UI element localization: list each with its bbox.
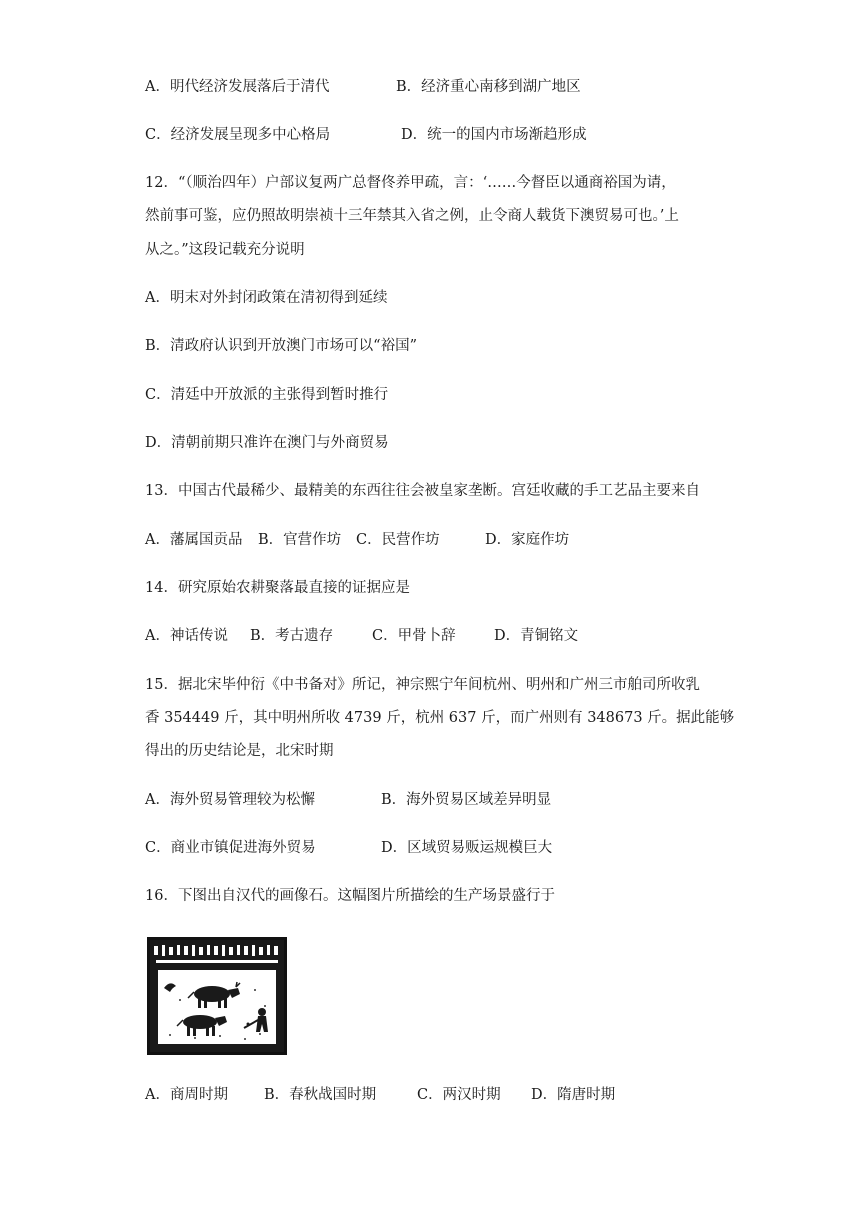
q15-option-b: B．海外贸易区域差异明显 — [381, 792, 552, 808]
q11-option-b: B．经济重心南移到湖广地区 — [396, 79, 581, 95]
q16-option-b: B．春秋战国时期 — [264, 1087, 377, 1103]
q15-stem-line-2: 香 354449 斤，其中明州所收 4739 斤，杭州 637 斤，而广州则有 348673 斤。据此能够 — [145, 710, 735, 726]
q15-stem-line-1: 15．据北宋毕仲衍《中书备对》所记，神宗熙宁年间杭州、明州和广州三市舶司所收乳 — [145, 677, 700, 693]
q12-option-b: B．清政府认识到开放澳门市场可以“裕国” — [145, 338, 417, 354]
q11-option-c: C．经济发展呈现多中心格局 — [145, 127, 331, 143]
q14-option-c: C．甲骨卜辞 — [372, 628, 456, 644]
q16-option-c: C．两汉时期 — [417, 1087, 501, 1103]
q11-option-a: A．明代经济发展落后于清代 — [145, 79, 330, 95]
q16-option-d: D．隋唐时期 — [531, 1087, 616, 1103]
q11-option-d: D．统一的国内市场渐趋形成 — [401, 127, 587, 143]
q12-option-c: C．清廷中开放派的主张得到暂时推行 — [145, 387, 389, 403]
q13-option-c: C．民营作坊 — [356, 532, 440, 548]
q14-option-d: D．青铜铭文 — [494, 628, 579, 644]
q12-stem-line-2: 然前事可鉴，应仍照故明崇祯十三年禁其入省之例，止令商人载货下澳贸易可也。’上 — [145, 208, 679, 224]
q15-stem-line-3: 得出的历史结论是，北宋时期 — [145, 743, 334, 759]
ox-plowing-relief-drawing — [150, 940, 284, 1052]
q12-option-d: D．清朝前期只准许在澳门与外商贸易 — [145, 435, 389, 451]
q14-option-a: A．神话传说 — [145, 628, 228, 644]
q13-stem: 13．中国古代最稀少、最精美的东西往往会被皇家垄断。宫廷收藏的手工艺品主要来自 — [145, 483, 700, 499]
q14-stem: 14．研究原始农耕聚落最直接的证据应是 — [145, 580, 410, 596]
q15-option-a: A．海外贸易管理较为松懈 — [145, 792, 315, 808]
q14-option-b: B．考古遗存 — [250, 628, 334, 644]
q12-stem-line-3: 从之。”这段记载充分说明 — [145, 242, 305, 258]
q12-option-a: A．明末对外封闭政策在清初得到延续 — [145, 290, 388, 306]
q13-option-b: B．官营作坊 — [258, 532, 342, 548]
q15-option-c: C．商业市镇促进海外贸易 — [145, 840, 316, 856]
q13-option-d: D．家庭作坊 — [485, 532, 570, 548]
q12-stem-line-1: 12．“（顺治四年）户部议复两广总督佟养甲疏，言：‘……今督臣以通商裕国为请， — [145, 175, 676, 191]
han-stone-relief-image — [147, 937, 287, 1055]
q16-stem: 16．下图出自汉代的画像石。这幅图片所描绘的生产场景盛行于 — [145, 888, 555, 904]
q13-option-a: A．藩属国贡品 — [145, 532, 243, 548]
q15-option-d: D．区域贸易贩运规模巨大 — [381, 840, 553, 856]
q16-option-a: A．商周时期 — [145, 1087, 228, 1103]
